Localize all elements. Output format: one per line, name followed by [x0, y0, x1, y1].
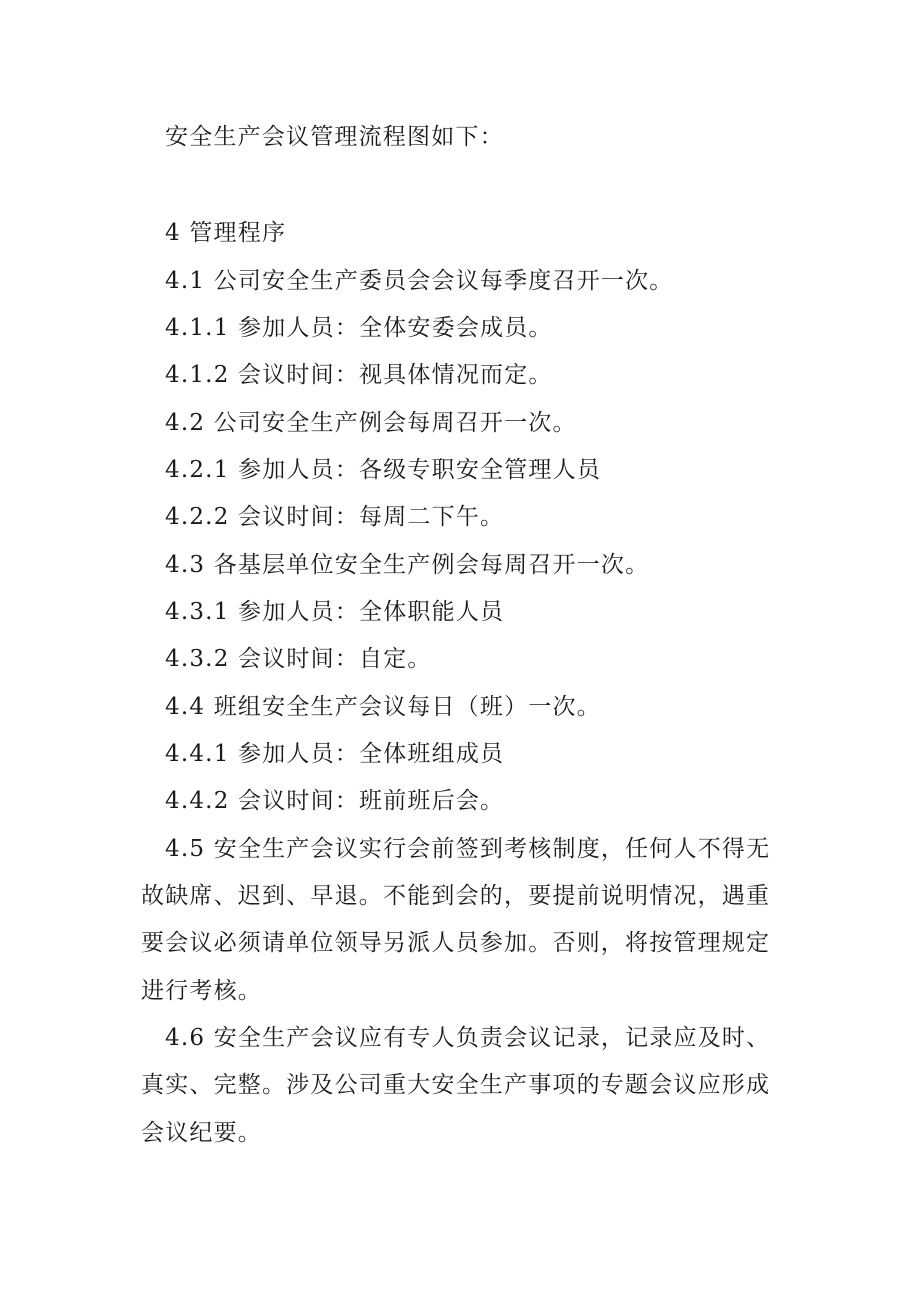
clause-4-4-1: 4.4.1 参加人员：全体班组成员 — [165, 741, 505, 767]
clause-4-2-2: 4.2.2 会议时间：每周二下午。 — [165, 504, 505, 530]
clause-4-2: 4.2 公司安全生产例会每周召开一次。 — [165, 410, 577, 436]
clause-4-2-1: 4.2.1 参加人员：各级专职安全管理人员 — [165, 457, 602, 483]
clause-4-5-line-4: 进行考核。 — [141, 978, 262, 1004]
clause-4-3-1: 4.3.1 参加人员：全体职能人员 — [165, 599, 505, 625]
clause-4-4-2: 4.4.2 会议时间：班前班后会。 — [165, 788, 505, 814]
clause-4-6-line-3: 会议纪要。 — [141, 1120, 262, 1146]
clause-4-4: 4.4 班组安全生产会议每日（班）一次。 — [165, 694, 601, 720]
clause-4-3: 4.3 各基层单位安全生产例会每周召开一次。 — [165, 552, 650, 578]
clause-4-5-line-1: 4.5 安全生产会议实行会前签到考核制度，任何人不得无 — [165, 836, 771, 862]
clause-4-1-1: 4.1.1 参加人员：全体安委会成员。 — [165, 315, 553, 341]
intro-text: 安全生产会议管理流程图如下： — [165, 124, 504, 150]
clause-4-3-2: 4.3.2 会议时间：自定。 — [165, 646, 432, 672]
clause-4-6-line-1: 4.6 安全生产会议应有专人负责会议记录，记录应及时、 — [165, 1025, 771, 1051]
clause-4-1: 4.1 公司安全生产委员会会议每季度召开一次。 — [165, 268, 674, 294]
clause-4-1-2: 4.1.2 会议时间：视具体情况而定。 — [165, 362, 553, 388]
clause-4-6-line-2: 真实、完整。涉及公司重大安全生产事项的专题会议应形成 — [141, 1072, 771, 1098]
section-heading: 4 管理程序 — [165, 220, 287, 246]
clause-4-5-line-2: 故缺席、迟到、早退。不能到会的，要提前说明情况，遇重 — [141, 883, 771, 909]
clause-4-5-line-3: 要会议必须请单位领导另派人员参加。否则，将按管理规定 — [141, 930, 771, 956]
